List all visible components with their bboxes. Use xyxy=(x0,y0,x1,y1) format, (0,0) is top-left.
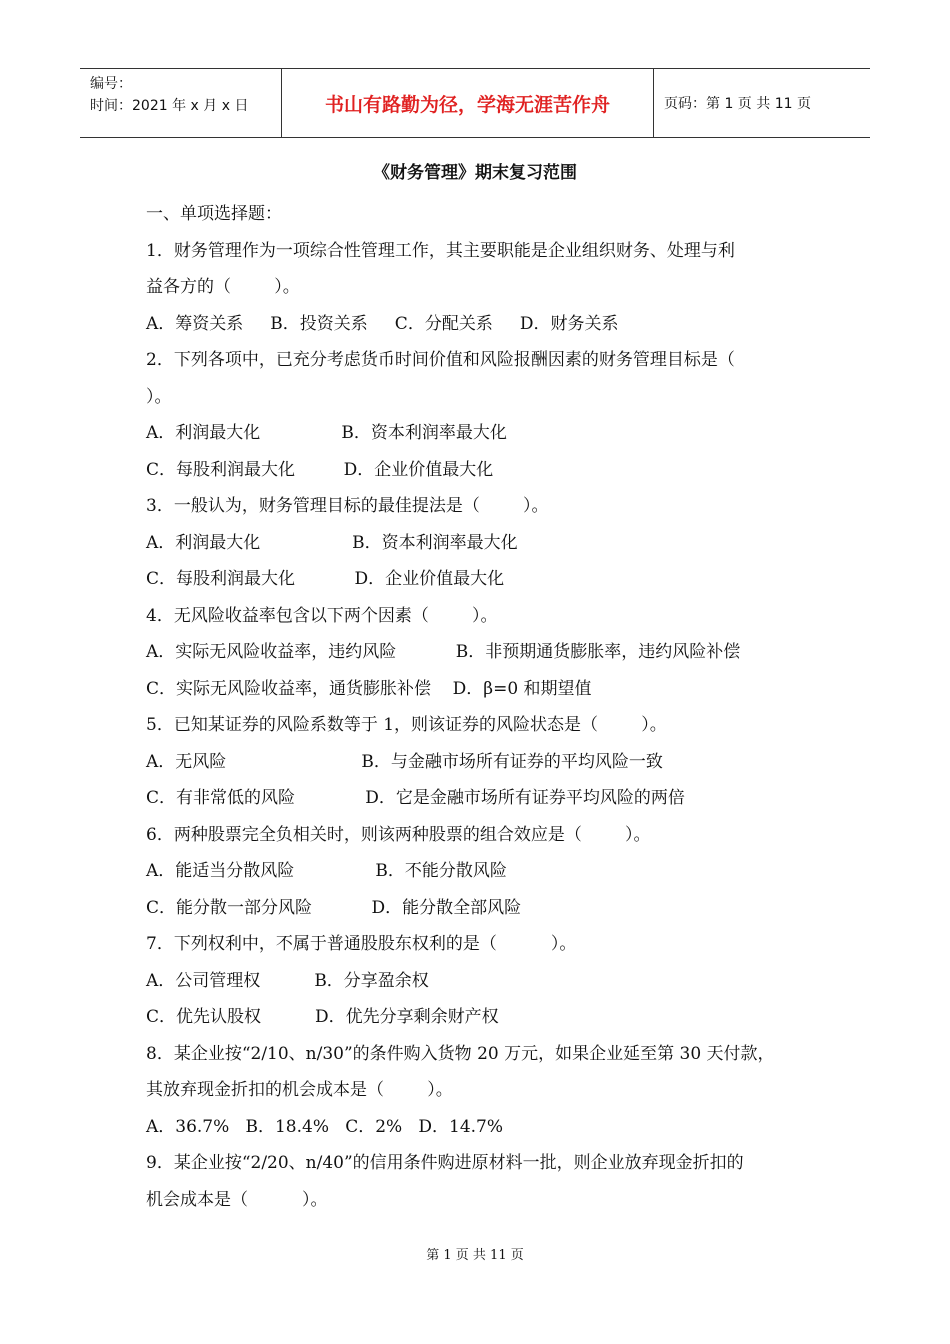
page-info: 页码：第 1 页 共 11 页 xyxy=(664,96,811,112)
text-line: 6．两种股票完全负相关时，则该两种股票的组合效应是（ ）。 xyxy=(146,824,651,845)
page-header xyxy=(80,68,870,138)
header-info-cell xyxy=(80,69,282,137)
text-line: A．公司管理权 B．分享盈余权 xyxy=(146,970,429,991)
text-line: C．有非常低的风险 D．它是金融市场所有证券平均风险的两倍 xyxy=(146,788,685,808)
number-label: 编号： xyxy=(90,76,132,92)
text-line: C．每股利润最大化 D．企业价值最大化 xyxy=(146,569,505,589)
text-line: 1．财务管理作为一项综合性管理工作，其主要职能是企业组织财务、处理与利 xyxy=(146,240,735,261)
text-line: 7．下列权利中，不属于普通股股东权利的是（ ）。 xyxy=(146,934,577,954)
text-line: C．每股利润最大化 D．企业价值最大化 xyxy=(146,459,494,480)
text-line: A．能适当分散风险 B．不能分散风险 xyxy=(146,861,507,881)
text-line: 8．某企业按“2/10、n/30”的条件购入货物 20 万元，如果企业延至第 30 天付款， xyxy=(146,1043,775,1064)
text-line: ）。 xyxy=(146,386,172,407)
text-line: 2．下列各项中，已充分考虑货币时间价值和风险报酬因素的财务管理目标是（ xyxy=(146,350,735,370)
text-line: 3．一般认为，财务管理目标的最佳提法是（ ）。 xyxy=(146,496,549,516)
text-line: 益各方的（ ）。 xyxy=(146,277,300,297)
document-body xyxy=(146,196,826,1218)
motto: 书山有路勤为径，学海无涯苦作舟 xyxy=(282,69,654,137)
text-line: C．实际无风险收益率，通货膨胀补偿 D．β=0 和期望值 xyxy=(146,678,592,699)
text-line: 5．已知某证券的风险系数等于 1，则该证券的风险状态是（ ）。 xyxy=(146,715,667,735)
document-title: 《财务管理》期末复习范围 xyxy=(373,163,577,183)
page-footer: 第 1 页 共 11 页 xyxy=(426,1248,524,1263)
text-line: A．无风险 B．与金融市场所有证券的平均风险一致 xyxy=(146,751,663,772)
text-line: 一、单项选择题： xyxy=(146,204,282,224)
text-line: A．36.7% B．18.4% C．2% D．14.7% xyxy=(146,1116,504,1137)
text-line: C．能分散一部分风险 D．能分散全部风险 xyxy=(146,897,522,918)
text-line: 9．某企业按“2/20、n/40”的信用条件购进原材料一批，则企业放弃现金折扣的 xyxy=(146,1153,744,1173)
text-line: 其放弃现金折扣的机会成本是（ ）。 xyxy=(146,1080,453,1100)
text-line: A．筹资关系 B．投资关系 C．分配关系 D．财务关系 xyxy=(146,313,619,334)
text-line: 机会成本是（ ）。 xyxy=(146,1189,328,1210)
text-line: A．利润最大化 B．资本利润率最大化 xyxy=(146,532,518,553)
text-line: 4．无风险收益率包含以下两个因素（ ）。 xyxy=(146,605,498,626)
text-line: A．实际无风险收益率，违约风险 B．非预期通货膨胀率，违约风险补偿 xyxy=(146,642,741,662)
text-line: A．利润最大化 B．资本利润率最大化 xyxy=(146,423,507,443)
time-label: 时间：2021 年 x 月 x 日 xyxy=(90,98,249,114)
text-line: C．优先认股权 D．优先分享剩余财产权 xyxy=(146,1007,499,1027)
